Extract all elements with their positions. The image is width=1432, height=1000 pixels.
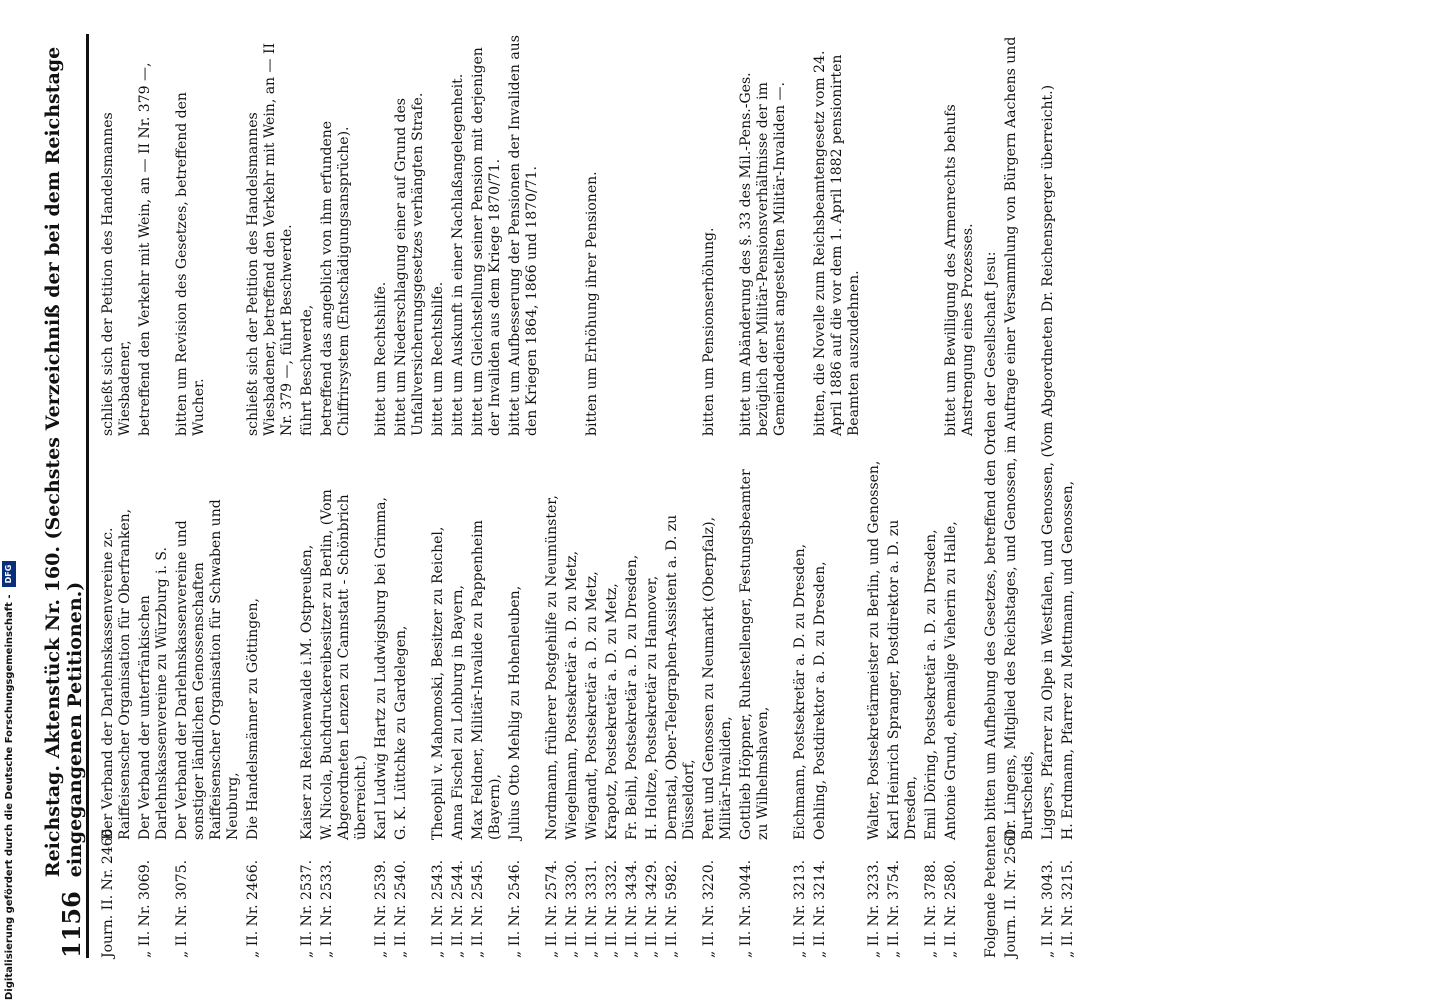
list-item bbox=[507, 34, 541, 958]
journal-reference: „ II. Nr. 3220. bbox=[701, 859, 717, 958]
list-item bbox=[245, 34, 296, 958]
list-item bbox=[299, 34, 316, 958]
petitioner: Emil Döring, Postsekretär a. D. zu Dresden, bbox=[923, 529, 939, 840]
petition-request: schließt sich der Petition des Handelsmannes Wiesbadener, bbox=[100, 112, 133, 436]
list-item bbox=[943, 34, 977, 958]
list-item bbox=[450, 34, 467, 958]
petitioner: Wiegandt, Postsekretär a. D. zu Metz, bbox=[584, 571, 600, 840]
petitioner: Krapotz, Postsekretär a. D. zu Metz, bbox=[604, 583, 620, 840]
list-item bbox=[373, 34, 390, 958]
journal-reference: „ II. Nr. 3215. bbox=[1060, 859, 1076, 958]
petitioner: H. Erdmann, Pfarrer zu Mettmann, und Genossen, bbox=[1060, 480, 1076, 840]
list-item bbox=[792, 34, 809, 958]
dfg-logo-icon: DFG bbox=[2, 561, 16, 587]
petition-request: bitten um Revision des Gesetzes, betreffend den Wucher. bbox=[174, 92, 207, 436]
petitioner: Eichmann, Postsekretär a. D. zu Dresden, bbox=[792, 543, 808, 840]
petitioner: Der Verband der Darlehnskassenvereine und sonstiger ländlichen Genossenschaften Raiffeisenscher Organisation für Schwaben und Neuburg, bbox=[174, 499, 241, 840]
petitioner: Die Handelsmänner zu Göttingen, bbox=[245, 598, 261, 840]
petitioner: Nordmann, früherer Postgehilfe zu Neumünster, bbox=[544, 495, 560, 840]
journal-reference: „ II. Nr. 2543. bbox=[430, 859, 446, 958]
petition-request: bittet um Abänderung des §. 33 des Mil.-Pens.-Ges. bezüglich der Militär-Pensionsverhältnisse der im Gemeindedienst angestellten Militär-Invaliden —. bbox=[738, 72, 788, 436]
petitioner: Dr. Lingens, Mitglied des Reichstages, und Genossen, im Auftrage einer Versammlung von Bürgern Aachens und Burtscheids, bbox=[1003, 36, 1036, 840]
petition-request: bittet um Rechtshilfe. bbox=[373, 281, 389, 436]
page-header bbox=[30, 34, 89, 958]
petitioner: Fr. Beihl, Postsekretär a. D. zu Dresden, bbox=[624, 554, 640, 840]
journal-reference: „ II. Nr. 2540. bbox=[393, 859, 409, 958]
journal-reference: „ II. Nr. 3214. bbox=[812, 859, 828, 958]
petitioner: Oehling, Postdirektor a. D. zu Dresden, bbox=[812, 561, 828, 840]
list-item bbox=[1060, 34, 1077, 958]
journal-reference: „ II. Nr. 3233. bbox=[866, 859, 882, 958]
petitioner: Der Verband der unterfränkischen Darlehnskassenvereine zu Würzburg i. S. bbox=[137, 547, 170, 840]
petitioner: Karl Heinrich Spranger, Postdirektor a. D. zu Dresden, bbox=[886, 519, 919, 840]
journal-reference: „ II. Nr. 3429. bbox=[644, 859, 660, 958]
petition-request: bittet um Gleichstellung seiner Pension mit derjenigen der Invaliden aus dem Kriege 1870/71. bbox=[470, 47, 503, 436]
page-number: 1156 bbox=[57, 891, 86, 958]
list-item bbox=[604, 34, 621, 958]
petition-request: schließt sich der Petition des Handelsmannes Wiesbadener, betreffend den Verkehr mit Wein, an — II Nr. 379 —, führt Beschwerde. bbox=[245, 42, 295, 436]
petitioner: Anna Fischel zu Lohburg in Bayern, bbox=[450, 585, 466, 840]
petition-request: bittet um Aufbesserung der Pensionen der Invaliden aus den Kriegen 1864, 1866 und 1870/71. bbox=[507, 35, 540, 436]
journal-reference: „ II. Nr. 3754. bbox=[886, 859, 902, 958]
credit-text: Digitalisierung gefördert durch die Deutsche Forschungsgemeinschaft - bbox=[4, 594, 15, 1000]
journal-reference: „ II. Nr. 3332. bbox=[604, 859, 620, 958]
petitioner: Wiegelmann, Postsekretär a. D. zu Metz, bbox=[564, 550, 580, 840]
list-item bbox=[174, 34, 242, 958]
list-item bbox=[430, 34, 447, 958]
journal-reference: „ II. Nr. 3434. bbox=[624, 859, 640, 958]
petitioner: G. K. Lüttchke zu Gardelegen, bbox=[393, 625, 409, 840]
journal-reference: „ II. Nr. 3075. bbox=[174, 859, 190, 958]
list-item bbox=[393, 34, 427, 958]
journal-reference: „ II. Nr. 2545. bbox=[470, 859, 486, 958]
list-item bbox=[664, 34, 698, 958]
list-item bbox=[1040, 34, 1057, 958]
petitioner: Karl Ludwig Hartz zu Ludwigsburg bei Grimma, bbox=[373, 497, 389, 840]
journal-reference: „ II. Nr. 3788. bbox=[923, 859, 939, 958]
list-item bbox=[624, 34, 641, 958]
petitioner: Kaiser zu Reichenwalde i.M. Ostpreußen, bbox=[299, 544, 315, 840]
petitioner: Pent und Genossen zu Neumarkt (Oberpfalz), Militär-Invaliden, bbox=[701, 516, 734, 840]
journal-reference: „ II. Nr. 2539. bbox=[373, 859, 389, 958]
list-item bbox=[137, 34, 171, 958]
petitioner: Theophil v. Mahomoski, Besitzer zu Reichel, bbox=[430, 526, 446, 840]
petitioner: Max Feldner, Militär-Invalide zu Pappenheim (Bayern), bbox=[470, 520, 503, 840]
journal-reference: Journ. II. Nr. 2466. bbox=[100, 823, 116, 958]
list-item bbox=[923, 34, 940, 958]
petitioner: Antonie Grund, ehemalige Vieherin zu Halle, bbox=[943, 521, 959, 840]
list-item bbox=[812, 34, 863, 958]
journal-reference: „ II. Nr. 3044. bbox=[738, 859, 754, 958]
petitioner: Walter, Postsekretärmeister zu Berlin, und Genossen, bbox=[866, 460, 882, 840]
petitioner: Gottlieb Höppner, Ruhestellenger, Festungsbeamter zu Wilhelmshaven, bbox=[738, 469, 771, 840]
journal-reference: „ II. Nr. 2544. bbox=[450, 859, 466, 958]
petitioner: Liggers, Pfarrer zu Olpe in Westfalen, und Genossen, (Vom Abgeordneten Dr. Reichensperger überreicht.) bbox=[1040, 84, 1056, 840]
petition-request: betreffend den Verkehr mit Wein, an — II Nr. 379 —, bbox=[137, 62, 153, 436]
list-item bbox=[100, 34, 134, 958]
journal-reference: „ II. Nr. 3213. bbox=[792, 859, 808, 958]
journal-reference: „ II. Nr. 5982. bbox=[664, 859, 680, 958]
journal-reference: „ II. Nr. 2546. bbox=[507, 859, 523, 958]
list-item bbox=[319, 34, 370, 958]
list-item bbox=[701, 34, 735, 958]
list-item bbox=[564, 34, 581, 958]
petition-request: bittet um Bewilligung des Armenrechts behufs Anstrengung eines Prozesses. bbox=[943, 104, 976, 436]
list-item bbox=[644, 34, 661, 958]
journal-reference: Journ. II. Nr. 2561. bbox=[1003, 823, 1019, 958]
journal-reference: „ II. Nr. 3043. bbox=[1040, 859, 1056, 958]
list-item bbox=[584, 34, 601, 958]
petition-request: bitten um Erhöhung ihrer Pensionen. bbox=[584, 171, 600, 436]
petitioner: W. Nicola, Buchdruckereibesitzer zu Berlin, (Vom Abgeordneten Lenzen zu Cannstatt - Schönbrich überreicht.) bbox=[319, 489, 369, 840]
journal-reference: „ II. Nr. 2466. bbox=[245, 859, 261, 958]
petition-request: bitten um Pensionserhöhung. bbox=[701, 227, 717, 436]
journal-reference: „ II. Nr. 3331. bbox=[584, 859, 600, 958]
petitioner: H. Holtze, Postsekretär zu Hannover, bbox=[644, 575, 660, 840]
petition-request: bittet um Auskunft in einer Nachlaßangelegenheit. bbox=[450, 73, 466, 436]
journal-reference: „ II. Nr. 3330. bbox=[564, 859, 580, 958]
list-item bbox=[738, 34, 789, 958]
journal-reference: „ II. Nr. 2580. bbox=[943, 859, 959, 958]
journal-reference: „ II. Nr. 2574. bbox=[544, 859, 560, 958]
journal-reference: „ II. Nr. 3069. bbox=[137, 859, 153, 958]
list-item bbox=[1003, 34, 1037, 958]
journal-reference: „ II. Nr. 2533. bbox=[319, 859, 335, 958]
list-item bbox=[866, 34, 883, 958]
jesuit-law-petitions bbox=[983, 34, 1077, 958]
petition-request: betreffend das angeblich von ihm erfundene Chiffrirsystem (Entschädigungsansprüche). bbox=[319, 120, 352, 436]
petition-request: bittet um Niederschlagung einer auf Grund des Unfallversicherungsgesetzes verhängten Strafe. bbox=[393, 92, 426, 436]
petition-list bbox=[100, 34, 1080, 958]
petition-request: führt Beschwerde, bbox=[299, 304, 315, 436]
list-item bbox=[544, 34, 561, 958]
petition-request: bitten, die Novelle zum Reichsbeamtengesetz vom 24. April 1886 auf die vor dem 1. April 1882 pensionirten Beamten auszudehnen. bbox=[812, 50, 862, 436]
section-lead: Folgende Petenten bitten um Aufhebung des Gesetzes, betreffend den Orden der Gesellschaft Jesu: bbox=[983, 251, 999, 958]
list-item bbox=[886, 34, 920, 958]
petition-request: bittet um Rechtshilfe. bbox=[430, 281, 446, 436]
petitioner: Julius Otto Mehlig zu Hohenleuben, bbox=[507, 585, 523, 840]
journal-reference: „ II. Nr. 2537. bbox=[299, 859, 315, 958]
petitioner: Dernstal, Ober-Telegraphen-Assistent a. D. zu Düsseldorf, bbox=[664, 514, 697, 840]
page-title: Reichstag. Aktenstück Nr. 160. (Sechstes Verzeichniß der bei dem Reichstage eingegangenen Petitionen.) bbox=[42, 46, 86, 878]
petitioner: Der Verband der Darlehnskassenvereine zc. Raiffeisenscher Organisation für Oberfranken, bbox=[100, 508, 133, 840]
list-item bbox=[470, 34, 504, 958]
